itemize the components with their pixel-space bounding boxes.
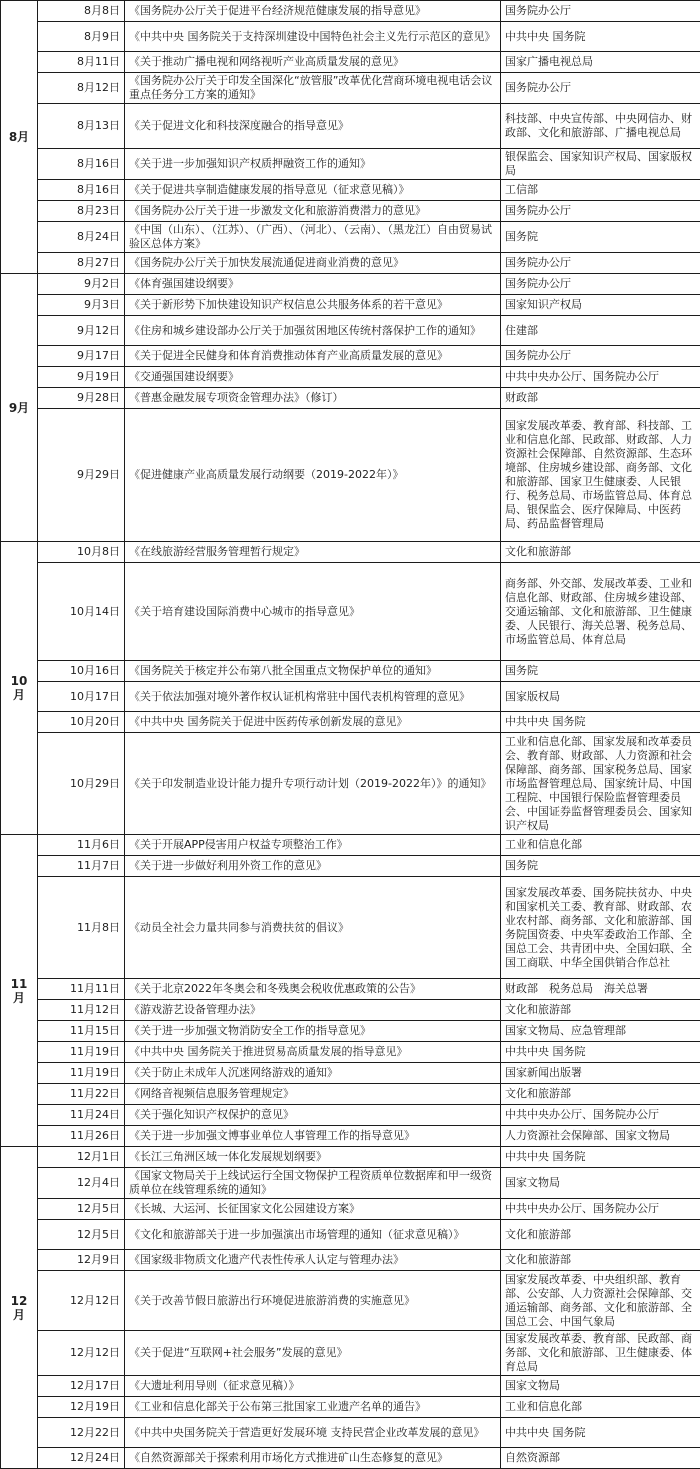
month-label: 10月 <box>1 542 38 835</box>
policy-title-cell: 《网络音视频信息服务管理规定》 <box>125 1084 501 1105</box>
policy-title-cell: 《国家文物局关于上线试运行全国文物保护工程资质单位数据库和甲一级资质单位在线管理系统的通知》 <box>125 1168 501 1199</box>
department-cell: 国务院办公厅 <box>501 274 700 295</box>
department-cell: 中共中央 国务院 <box>501 1147 700 1168</box>
table-row <box>1 1147 700 1168</box>
department-cell: 工业和信息化部 <box>501 1397 700 1418</box>
table-row <box>1 388 700 409</box>
department-cell: 国家知识产权局 <box>501 295 700 316</box>
date-cell: 8月23日 <box>38 201 125 222</box>
department-cell: 中共中央办公厅、国务院办公厅 <box>501 1105 700 1126</box>
policy-title-cell: 《普惠金融发展专项资金管理办法》（修订） <box>125 388 501 409</box>
policy-title-cell: 《关于促进“互联网+社会服务”发展的意见》 <box>125 1331 501 1376</box>
policy-title-cell: 《中共中央国务院关于营造更好发展环境 支持民营企业改革发展的意见》 <box>125 1418 501 1448</box>
table-row <box>1 712 700 733</box>
department-cell: 科技部、中央宣传部、中央网信办、财政部、文化和旅游部、广播电视总局 <box>501 104 700 149</box>
department-cell: 文化和旅游部 <box>501 542 700 563</box>
date-cell: 9月17日 <box>38 346 125 367</box>
table-row <box>1 835 700 856</box>
policy-title-cell: 《国务院办公厅关于进一步激发文化和旅游消费潜力的意见》 <box>125 201 501 222</box>
table-row <box>1 661 700 682</box>
policy-title-cell: 《关于进一步加强知识产权质押融资工作的通知》 <box>125 149 501 180</box>
table-row <box>1 682 700 712</box>
date-cell: 8月13日 <box>38 104 125 149</box>
department-cell: 国家发展改革委、国务院扶贫办、中央和国家机关工委、教育部、财政部、农业农村部、商务部、文化和旅游部、国务院国资委、中央军委政治工作部、全国总工会、共青团中央、全国妇联、全国工商联、中华全国供销合作总社 <box>501 877 700 979</box>
table-row <box>1 180 700 201</box>
policy-title-cell: 《关于促进文化和科技深度融合的指导意见》 <box>125 104 501 149</box>
date-cell: 12月24日 <box>38 1448 125 1469</box>
table-row <box>1 1397 700 1418</box>
department-cell: 中共中央 国务院 <box>501 712 700 733</box>
table-row <box>1 22 700 52</box>
table-row <box>1 542 700 563</box>
department-cell: 工业和信息化部 <box>501 835 700 856</box>
department-cell: 自然资源部 <box>501 1448 700 1469</box>
date-cell: 12月12日 <box>38 1271 125 1331</box>
policy-title-cell: 《体育强国建设纲要》 <box>125 274 501 295</box>
date-cell: 11月19日 <box>38 1063 125 1084</box>
table-row <box>1 877 700 979</box>
date-cell: 8月11日 <box>38 52 125 73</box>
department-cell: 国家文物局 <box>501 1376 700 1397</box>
table-row <box>1 979 700 1000</box>
table-row <box>1 201 700 222</box>
date-cell: 8月8日 <box>38 1 125 22</box>
department-cell: 工业和信息化部、国家发展和改革委员会、教育部、财政部、人力资源和社会保障部、商务部、国家税务总局、国家市场监督管理总局、国家统计局、中国工程院、中国银行保险监督管理委员会、中国证券监督管理委员会、国家知识产权局 <box>501 733 700 835</box>
policy-title-cell: 《动员全社会力量共同参与消费扶贫的倡议》 <box>125 877 501 979</box>
policy-title-cell: 《关于促进全民健身和体育消费推动体育产业高质量发展的意见》 <box>125 346 501 367</box>
department-cell: 文化和旅游部 <box>501 1084 700 1105</box>
department-cell: 国家发展改革委、中央组织部、教育部、公安部、人力资源社会保障部、交通运输部、商务部、文化和旅游部、全国总工会、中国气象局 <box>501 1271 700 1331</box>
date-cell: 8月16日 <box>38 149 125 180</box>
date-cell: 12月9日 <box>38 1250 125 1271</box>
date-cell: 10月16日 <box>38 661 125 682</box>
policy-title-cell: 《工业和信息化部关于公布第三批国家工业遗产名单的通告》 <box>125 1397 501 1418</box>
date-cell: 12月19日 <box>38 1397 125 1418</box>
table-row <box>1 52 700 73</box>
policy-title-cell: 《关于北京2022年冬奥会和冬残奥会税收优惠政策的公告》 <box>125 979 501 1000</box>
date-cell: 12月12日 <box>38 1331 125 1376</box>
policy-title-cell: 《关于开展APP侵害用户权益专项整治工作》 <box>125 835 501 856</box>
table-row <box>1 1331 700 1376</box>
policy-title-cell: 《关于进一步做好利用外资工作的意见》 <box>125 856 501 877</box>
policy-title-cell: 《关于进一步加强文博事业单位人事管理工作的指导意见》 <box>125 1126 501 1147</box>
date-cell: 12月4日 <box>38 1168 125 1199</box>
date-cell: 10月20日 <box>38 712 125 733</box>
date-cell: 9月19日 <box>38 367 125 388</box>
policy-title-cell: 《国务院办公厅关于加快发展流通促进商业消费的意见》 <box>125 253 501 274</box>
date-cell: 11月7日 <box>38 856 125 877</box>
department-cell: 国家广播电视总局 <box>501 52 700 73</box>
policy-title-cell: 《关于印发制造业设计能力提升专项行动计划（2019-2022年）》的通知》 <box>125 733 501 835</box>
policy-title-cell: 《中国（山东）、（江苏）、（广西）、（河北）、（云南）、（黑龙江）自由贸易试验区总体方案》 <box>125 222 501 253</box>
policy-title-cell: 《长城、大运河、长征国家文化公园建设方案》 <box>125 1199 501 1220</box>
policy-table-body <box>1 1 700 1469</box>
date-cell: 9月28日 <box>38 388 125 409</box>
table-row <box>1 316 700 346</box>
table-row <box>1 1168 700 1199</box>
table-row <box>1 222 700 253</box>
policy-title-cell: 《长江三角洲区域一体化发展规划纲要》 <box>125 1147 501 1168</box>
policy-title-cell: 《关于推动广播电视和网络视听产业高质量发展的意见》 <box>125 52 501 73</box>
department-cell: 财政部 <box>501 388 700 409</box>
table-row <box>1 1063 700 1084</box>
department-cell: 文化和旅游部 <box>501 1220 700 1250</box>
department-cell: 商务部、外交部、发展改革委、工业和信息化部、财政部、住房城乡建设部、交通运输部、文化和旅游部、卫生健康委、人民银行、海关总署、税务总局、市场监管总局、体育总局 <box>501 563 700 661</box>
table-row <box>1 563 700 661</box>
policy-title-cell: 《关于进一步加强文物消防安全工作的指导意见》 <box>125 1021 501 1042</box>
table-row <box>1 1042 700 1063</box>
date-cell: 11月11日 <box>38 979 125 1000</box>
department-cell: 国务院 <box>501 661 700 682</box>
month-label: 8月 <box>1 1 38 274</box>
department-cell: 国家文物局 <box>501 1168 700 1199</box>
date-cell: 9月2日 <box>38 274 125 295</box>
date-cell: 11月8日 <box>38 877 125 979</box>
table-row <box>1 295 700 316</box>
date-cell: 11月12日 <box>38 1000 125 1021</box>
date-cell: 11月24日 <box>38 1105 125 1126</box>
table-row <box>1 1448 700 1469</box>
department-cell: 中共中央办公厅、国务院办公厅 <box>501 1199 700 1220</box>
month-label: 12月 <box>1 1147 38 1469</box>
department-cell: 国务院办公厅 <box>501 253 700 274</box>
department-cell: 国家发展改革委、教育部、科技部、工业和信息化部、民政部、财政部、人力资源社会保障部、自然资源部、生态环境部、住房城乡建设部、商务部、文化和旅游部、国家卫生健康委、人民银行、税务总局、市场监管总局、体育总局、银保监会、医疗保障局、中医药局、药品监督管理局 <box>501 409 700 542</box>
date-cell: 10月17日 <box>38 682 125 712</box>
policy-title-cell: 《关于改善节假日旅游出行环境促进旅游消费的实施意见》 <box>125 1271 501 1331</box>
table-row <box>1 104 700 149</box>
policy-title-cell: 《关于新形势下加快建设知识产权信息公共服务体系的若干意见》 <box>125 295 501 316</box>
department-cell: 国家版权局 <box>501 682 700 712</box>
date-cell: 8月16日 <box>38 180 125 201</box>
table-row <box>1 1220 700 1250</box>
table-row <box>1 1126 700 1147</box>
table-row <box>1 73 700 104</box>
date-cell: 8月12日 <box>38 73 125 104</box>
policy-title-cell: 《关于培育建设国际消费中心城市的指导意见》 <box>125 563 501 661</box>
department-cell: 中共中央 国务院 <box>501 1418 700 1448</box>
policy-title-cell: 《关于防止未成年人沉迷网络游戏的通知》 <box>125 1063 501 1084</box>
table-row <box>1 367 700 388</box>
table-row <box>1 733 700 835</box>
policy-title-cell: 《国务院关于核定并公布第八批全国重点文物保护单位的通知》 <box>125 661 501 682</box>
policy-title-cell: 《国家级非物质文化遗产代表性传承人认定与管理办法》 <box>125 1250 501 1271</box>
date-cell: 12月5日 <box>38 1199 125 1220</box>
department-cell: 国务院办公厅 <box>501 201 700 222</box>
table-row <box>1 1376 700 1397</box>
department-cell: 文化和旅游部 <box>501 1250 700 1271</box>
table-row <box>1 856 700 877</box>
department-cell: 国家新闻出版署 <box>501 1063 700 1084</box>
policy-title-cell: 《大遗址利用导则（征求意见稿）》 <box>125 1376 501 1397</box>
date-cell: 11月15日 <box>38 1021 125 1042</box>
department-cell: 人力资源社会保障部、国家文物局 <box>501 1126 700 1147</box>
table-row <box>1 1 700 22</box>
department-cell: 中共中央办公厅、国务院办公厅 <box>501 367 700 388</box>
policy-title-cell: 《住房和城乡建设部办公厅关于加强贫困地区传统村落保护工作的通知》 <box>125 316 501 346</box>
date-cell: 12月1日 <box>38 1147 125 1168</box>
department-cell: 文化和旅游部 <box>501 1000 700 1021</box>
department-cell: 银保监会、国家知识产权局、国家版权局 <box>501 149 700 180</box>
date-cell: 8月9日 <box>38 22 125 52</box>
table-row <box>1 149 700 180</box>
month-label: 11月 <box>1 835 38 1147</box>
department-cell: 财政部 税务总局 海关总署 <box>501 979 700 1000</box>
table-row <box>1 1418 700 1448</box>
date-cell: 10月14日 <box>38 563 125 661</box>
table-row <box>1 346 700 367</box>
date-cell: 11月19日 <box>38 1042 125 1063</box>
date-cell: 10月8日 <box>38 542 125 563</box>
table-row <box>1 253 700 274</box>
department-cell: 国家发展改革委、教育部、民政部、商务部、文化和旅游部、卫生健康委、体育总局 <box>501 1331 700 1376</box>
table-row <box>1 1105 700 1126</box>
policy-title-cell: 《自然资源部关于探索利用市场化方式推进矿山生态修复的意见》 <box>125 1448 501 1469</box>
date-cell: 8月27日 <box>38 253 125 274</box>
policy-title-cell: 《关于促进共享制造健康发展的指导意见（征求意见稿）》 <box>125 180 501 201</box>
date-cell: 9月12日 <box>38 316 125 346</box>
policy-title-cell: 《国务院办公厅关于促进平台经济规范健康发展的指导意见》 <box>125 1 501 22</box>
policy-title-cell: 《中共中央 国务院关于推进贸易高质量发展的指导意见》 <box>125 1042 501 1063</box>
date-cell: 12月17日 <box>38 1376 125 1397</box>
table-row <box>1 1271 700 1331</box>
table-row <box>1 1199 700 1220</box>
department-cell: 国务院 <box>501 222 700 253</box>
policy-title-cell: 《国务院办公厅关于印发全国深化“放管服”改革优化营商环境电视电话会议重点任务分工方案的通知》 <box>125 73 501 104</box>
policy-title-cell: 《中共中央 国务院关于促进中医药传承创新发展的意见》 <box>125 712 501 733</box>
table-row <box>1 1250 700 1271</box>
date-cell: 12月22日 <box>38 1418 125 1448</box>
policy-title-cell: 《关于强化知识产权保护的意见》 <box>125 1105 501 1126</box>
date-cell: 11月26日 <box>38 1126 125 1147</box>
month-label: 9月 <box>1 274 38 542</box>
date-cell: 11月22日 <box>38 1084 125 1105</box>
policy-title-cell: 《中共中央 国务院关于支持深圳建设中国特色社会主义先行示范区的意见》 <box>125 22 501 52</box>
table-row <box>1 1000 700 1021</box>
table-row <box>1 274 700 295</box>
department-cell: 国家文物局、应急管理部 <box>501 1021 700 1042</box>
policy-title-cell: 《关于依法加强对境外著作权认证机构常驻中国代表机构管理的意见》 <box>125 682 501 712</box>
policy-title-cell: 《促进健康产业高质量发展行动纲要（2019-2022年）》 <box>125 409 501 542</box>
policy-title-cell: 《在线旅游经营服务管理暂行规定》 <box>125 542 501 563</box>
table-row <box>1 409 700 542</box>
date-cell: 9月29日 <box>38 409 125 542</box>
department-cell: 工信部 <box>501 180 700 201</box>
date-cell: 11月6日 <box>38 835 125 856</box>
date-cell: 12月5日 <box>38 1220 125 1250</box>
table-row <box>1 1021 700 1042</box>
date-cell: 9月3日 <box>38 295 125 316</box>
department-cell: 中共中央 国务院 <box>501 1042 700 1063</box>
department-cell: 国务院办公厅 <box>501 1 700 22</box>
table-row <box>1 1084 700 1105</box>
policy-title-cell: 《交通强国建设纲要》 <box>125 367 501 388</box>
department-cell: 国务院办公厅 <box>501 346 700 367</box>
department-cell: 中共中央 国务院 <box>501 22 700 52</box>
date-cell: 10月29日 <box>38 733 125 835</box>
department-cell: 国务院办公厅 <box>501 73 700 104</box>
department-cell: 国务院 <box>501 856 700 877</box>
department-cell: 住建部 <box>501 316 700 346</box>
policy-title-cell: 《文化和旅游部关于进一步加强演出市场管理的通知（征求意见稿）》 <box>125 1220 501 1250</box>
policy-title-cell: 《游戏游艺设备管理办法》 <box>125 1000 501 1021</box>
date-cell: 8月24日 <box>38 222 125 253</box>
